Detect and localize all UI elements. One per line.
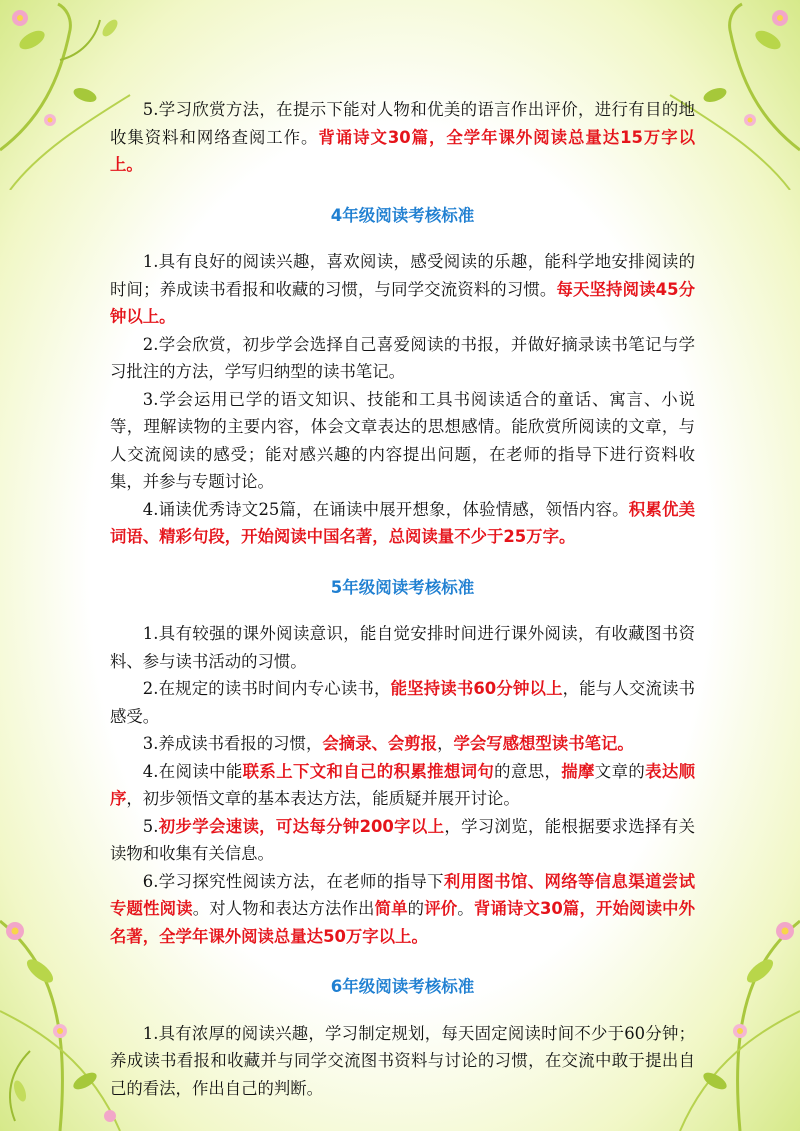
grade4-item-1 <box>110 248 695 331</box>
item-text: 5. <box>142 816 159 836</box>
grade5-item-5 <box>110 813 695 868</box>
grade4-item-4 <box>110 496 695 551</box>
highlight-text: 学会写感想型读书笔记。 <box>453 734 634 753</box>
item-text: ，学习浏览，能根据要求选择有关读物和收集有关信息。 <box>110 816 696 863</box>
item-text: ， <box>437 734 454 753</box>
highlight-text: 利用图书馆、网络等信息渠道尝试专题性阅读 <box>110 871 696 918</box>
highlight-text: 会摘录、会剪报 <box>322 734 438 753</box>
highlight-text: 积累优美词语、精彩句段，开始阅读中国名著，总阅读量不少于25万字。 <box>110 499 695 546</box>
item-text: 的 <box>407 899 425 918</box>
grade5-item-1: 1.具有较强的课外阅读意识，能自觉安排时间进行课外阅读，有收藏图书资料、参与读书活动的习惯。 <box>110 624 695 671</box>
highlight-text: 联系上下文和自己的积累推想词句 <box>242 761 495 781</box>
grade5-heading: 5年级阅读考核标准 <box>330 577 475 597</box>
item-text: 4.诵读优秀诗文25篇，在诵读中展开想象，体验情感，领悟内容。 <box>142 499 629 519</box>
highlight-text: 评价 <box>424 899 458 918</box>
document-body <box>110 96 695 1102</box>
grade5-item-2 <box>110 675 695 730</box>
item-text: 2.在规定的读书时间内专心读书， <box>142 679 391 698</box>
grade5-item-4 <box>110 758 695 813</box>
highlight-text: 表达顺序 <box>110 761 696 808</box>
grade4-item-2: 2.学会欣赏，初步学会选择自己喜爱阅读的书报，并做好摘录读书笔记与学习批注的方法，学写归纳型的读书笔记。 <box>110 334 695 381</box>
item-text: 的意思， <box>494 761 562 781</box>
item-text: ，初步领悟文章的基本表达方法，能质疑并展开讨论。 <box>126 789 520 808</box>
highlight-text: 每天坚持阅读45分钟以上。 <box>110 279 696 326</box>
item-text: 3.养成读书看报的习惯， <box>142 734 323 753</box>
highlight-text: 简单 <box>374 899 408 918</box>
item-text: 4.在阅读中能 <box>142 761 243 781</box>
grade5-item-6 <box>110 868 695 951</box>
highlight-text: 能坚持读书60分钟以上 <box>390 679 563 698</box>
item-text: 文章的 <box>594 761 646 781</box>
grade4-heading: 4年级阅读考核标准 <box>330 205 475 225</box>
item-text: ，能与人交流读书感受。 <box>110 679 696 726</box>
item-text: 6.学习探究性阅读方法，在老师的指导下 <box>142 871 444 891</box>
grade6-item-1: 1.具有浓厚的阅读兴趣，学习制定规划，每天固定阅读时间不少于60分钟；养成读书看报和收藏并与同学交流图书资料与讨论的习惯，在交流中敢于提出自己的看法，作出自己的判断。 <box>110 1023 695 1098</box>
highlight-text: 揣摩 <box>561 761 595 781</box>
highlight-text: 背诵诗文30篇，开始阅读中外名著，全学年课外阅读总量达50万字以上。 <box>110 899 696 946</box>
highlight-text: 初步学会速读，可达每分钟200字以上 <box>158 816 445 836</box>
item-text: 。 <box>457 899 474 918</box>
item-text: 。对人物和表达方法作出 <box>192 899 375 918</box>
highlight-text: 背诵诗文30篇，全学年课外阅读总量达15万字以上。 <box>110 127 696 174</box>
item-text: 5.学习欣赏方法，在提示下能对人物和优美的语言作出评价，进行有目的地收集资料和网络查阅工作。 <box>110 100 695 147</box>
item-text: 1.具有良好的阅读兴趣，喜欢阅读，感受阅读的乐趣，能科学地安排阅读的时间；养成读书看报和收藏的习惯，与同学交流资料的习惯。 <box>110 252 695 299</box>
grade6-heading: 6年级阅读考核标准 <box>330 977 475 996</box>
grade4-item-3: 3.学会运用已学的语文知识、技能和工具书阅读适合的童话、寓言、小说等，理解读物的主要内容，体会文章表达的思想感情。能欣赏所阅读的文章，与人交流阅读的感受；能对感兴趣的内容提出问题，在老师的指导下进行资料收集，并参与专题讨论。 <box>110 389 695 491</box>
grade5-item-3 <box>110 730 695 758</box>
intro-item-5 <box>110 96 695 179</box>
